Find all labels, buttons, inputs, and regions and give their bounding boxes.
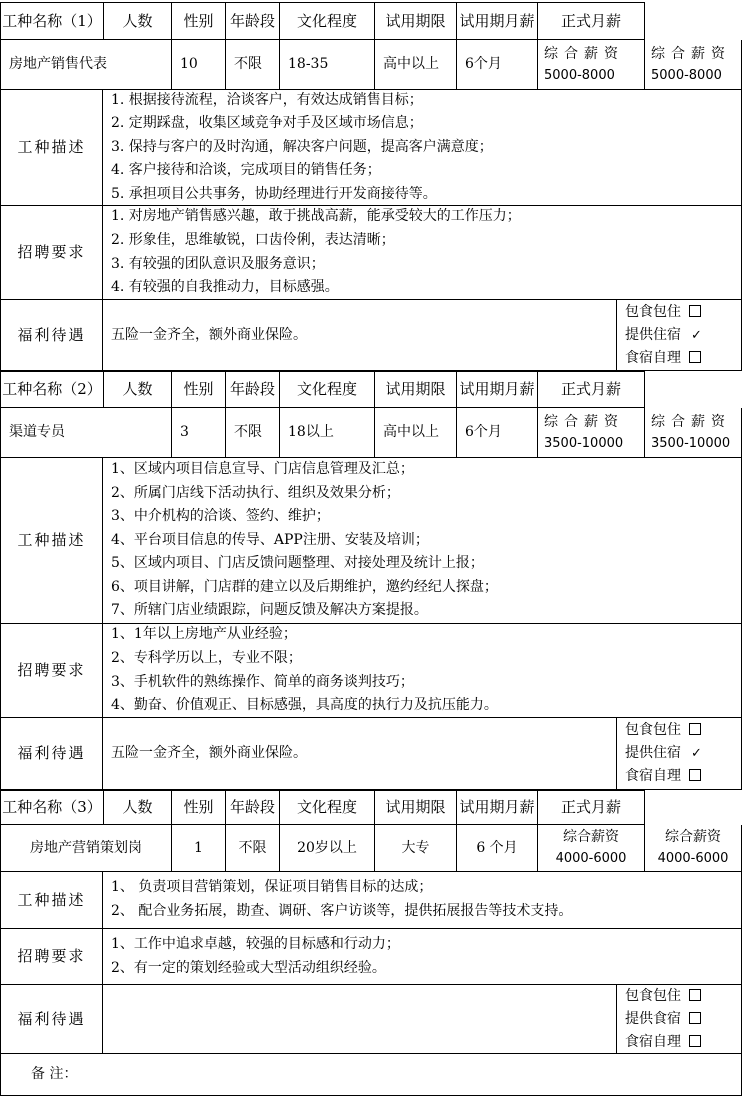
- section-label-benefits: [0, 718, 103, 790]
- job-name-cell: [0, 408, 172, 458]
- header-cell: [457, 371, 538, 408]
- checkbox-empty-icon[interactable]: [689, 723, 701, 735]
- benefits-options: [617, 985, 742, 1054]
- benefit-option-label: 食宿自理: [625, 768, 681, 784]
- benefits-text: [103, 300, 617, 371]
- header-cell: [172, 790, 226, 825]
- description-line: 5. 承担项目公共事务，协助经理进行开发商接待等。: [111, 185, 437, 202]
- header-age: 年龄段: [229, 380, 275, 398]
- checkbox-empty-icon[interactable]: [689, 1012, 701, 1024]
- job-gender-value: 不限: [234, 56, 262, 72]
- description-line: 1. 根据接待流程，洽谈客户，有效达成销售目标；: [111, 91, 423, 108]
- requirements-line: 4、勤奋、价值观正、目标感强，具高度的执行力及抗压能力。: [111, 697, 498, 714]
- description-line: 6、项目讲解，门店群的建立以及后期维护，邀约经纪人探盘；: [111, 578, 498, 595]
- description-line: 4. 客户接待和洽谈，完成项目的销售任务；: [111, 162, 381, 179]
- benefit-option[interactable]: [625, 719, 741, 742]
- section-label-description: [0, 872, 103, 929]
- benefits-description: 五险一金齐全，额外商业保险。: [111, 745, 307, 761]
- description-line: 2. 定期踩盘，收集区域竞争对手及区域市场信息；: [111, 115, 423, 132]
- section-label: 招聘要求: [17, 947, 86, 965]
- checkmark-icon[interactable]: ✓: [691, 746, 702, 761]
- job-trial-salary: [538, 825, 645, 872]
- benefit-option[interactable]: [625, 324, 741, 347]
- benefit-option-label: 食宿自理: [625, 1033, 681, 1050]
- benefit-option[interactable]: [625, 985, 741, 1008]
- job-name: 房地产销售代表: [9, 56, 107, 72]
- header-count: 人数: [122, 380, 153, 398]
- header-cell: [0, 2, 104, 40]
- section-label-benefits: [0, 300, 103, 371]
- job-name: 房地产营销策划岗: [30, 839, 142, 856]
- requirements-line: 4. 有较强的自我推动力，目标感强。: [111, 279, 339, 296]
- salary-range: 4000-6000: [555, 851, 627, 866]
- benefit-option[interactable]: [625, 1008, 741, 1031]
- benefit-option[interactable]: [625, 742, 741, 765]
- requirements-line: 3. 有较强的团队意识及服务意识；: [111, 255, 325, 272]
- checkbox-empty-icon[interactable]: [689, 769, 701, 781]
- header-formal-salary: 正式月薪: [560, 798, 621, 816]
- job-age-value: 20岁以上: [297, 839, 357, 856]
- job-age: [280, 825, 375, 872]
- job-age: [280, 408, 375, 458]
- benefit-option[interactable]: [625, 1031, 741, 1054]
- header-trial-period: 试用期限: [385, 11, 446, 30]
- job-count: [172, 408, 226, 458]
- header-cell: [172, 2, 226, 40]
- description-line: 7、所辖门店业绩跟踪，问题反馈及解决方案提报。: [111, 602, 428, 619]
- salary-label: 综合薪资: [544, 413, 624, 430]
- benefit-option[interactable]: [625, 301, 741, 324]
- checkbox-empty-icon[interactable]: [689, 1035, 701, 1047]
- benefit-option[interactable]: [625, 347, 741, 370]
- header-cell: [538, 2, 645, 40]
- job-education: [375, 40, 457, 90]
- header-cell: [0, 790, 104, 825]
- job-title-label: 工种名称（3）: [2, 798, 102, 816]
- job-formal-salary: [645, 40, 742, 90]
- header-cell: [375, 790, 457, 825]
- header-formal-salary: 正式月薪: [560, 380, 621, 398]
- checkbox-empty-icon[interactable]: [689, 351, 701, 363]
- header-gender: 性别: [183, 11, 214, 30]
- salary-label: 综合薪资: [563, 829, 619, 845]
- job-gender: [226, 408, 280, 458]
- job-name-cell: [0, 825, 172, 872]
- remarks-row: [0, 1054, 742, 1096]
- job-age-value: 18-35: [288, 56, 329, 72]
- header-count: 人数: [122, 11, 153, 30]
- section-label-description: [0, 90, 103, 206]
- section-label: 福利待遇: [17, 325, 86, 344]
- section-label: 招聘要求: [17, 661, 86, 679]
- benefits-description: 五险一金齐全，额外商业保险。: [111, 326, 307, 343]
- header-age: 年龄段: [229, 11, 275, 30]
- benefit-option-label: 包食包住: [625, 987, 681, 1004]
- header-cell: [538, 371, 645, 408]
- header-cell: [104, 2, 172, 40]
- salary-range: 5000-8000: [651, 67, 722, 83]
- section-label: 福利待遇: [17, 1009, 86, 1028]
- header-cell: [375, 371, 457, 408]
- job-gender: [226, 40, 280, 90]
- header-cell: [375, 2, 457, 40]
- section-label-requirements: [0, 929, 103, 985]
- description-line: 2、所属门店线下活动执行、组织及效果分析；: [111, 484, 400, 501]
- salary-label: 综合薪资: [651, 45, 731, 62]
- job-count-value: 10: [180, 56, 198, 72]
- salary-range: 3500-10000: [651, 435, 731, 451]
- section-label-description: [0, 458, 103, 624]
- job-gender-value: 不限: [238, 839, 267, 856]
- requirements-line: 3、手机软件的熟练操作、简单的商务谈判技巧；: [111, 673, 414, 690]
- header-formal-salary: 正式月薪: [560, 11, 621, 30]
- job-trial-period: [457, 408, 538, 458]
- header-cell: [280, 790, 375, 825]
- header-cell: [538, 790, 645, 825]
- job-age: [280, 40, 375, 90]
- description-line: 1、区域内项目信息宣导、门店信息管理及汇总；: [111, 460, 414, 477]
- section-label: 福利待遇: [17, 744, 86, 762]
- job-trial-period-value: 6 个月: [476, 839, 518, 856]
- salary-label: 综合薪资: [665, 829, 721, 845]
- header-trial-salary: 试用期月薪: [459, 798, 535, 816]
- job-education: [375, 408, 457, 458]
- header-trial-salary: 试用期月薪: [459, 11, 535, 30]
- benefit-option-label: 提供住宿: [625, 745, 681, 761]
- requirements-line: 2、专科学历以上，专业不限；: [111, 649, 302, 666]
- job-trial-period-value: 6个月: [465, 424, 502, 440]
- header-trial-salary: 试用期月薪: [459, 380, 535, 398]
- section-label-benefits: [0, 985, 103, 1054]
- header-cell: [226, 790, 280, 825]
- job-gender-value: 不限: [234, 424, 262, 440]
- job-education-value: 高中以上: [383, 56, 439, 72]
- job-title-label: 工种名称（1）: [2, 11, 102, 30]
- section-body-requirements: [103, 624, 742, 718]
- salary-label: 综合薪资: [651, 413, 731, 430]
- header-cell: [172, 371, 226, 408]
- job-count: [172, 825, 226, 872]
- requirements-line: 2、有一定的策划经验或大型活动组织经验。: [111, 959, 386, 976]
- job-name-cell: [0, 40, 172, 90]
- salary-range: 3500-10000: [544, 435, 624, 451]
- header-cell: [457, 790, 538, 825]
- requirements-line: 1、工作中追求卓越，较强的目标感和行动力；: [111, 935, 400, 952]
- header-education: 文化程度: [296, 11, 357, 30]
- header-cell: [280, 371, 375, 408]
- header-cell: [104, 371, 172, 408]
- header-cell: [104, 790, 172, 825]
- job-title-label: 工种名称（2）: [2, 380, 102, 398]
- section-label-requirements: [0, 624, 103, 718]
- job-count: [172, 40, 226, 90]
- section-body-description: [103, 458, 742, 624]
- requirements-line: 1、1年以上房地产从业经验；: [111, 626, 297, 643]
- section-label: 工种描述: [17, 138, 86, 156]
- header-cell: [226, 2, 280, 40]
- section-label: 工种描述: [17, 531, 86, 549]
- job-gender: [226, 825, 280, 872]
- benefit-option-label: 包食包住: [625, 303, 681, 320]
- job-count-value: 1: [194, 839, 203, 856]
- job-trial-salary: [538, 40, 645, 90]
- salary-range: 5000-8000: [544, 67, 615, 83]
- benefits-options: [617, 300, 742, 371]
- benefits-text: [103, 985, 617, 1054]
- benefits-options: [617, 718, 742, 790]
- job-count-value: 3: [180, 424, 189, 440]
- section-label-requirements: [0, 206, 103, 300]
- checkbox-empty-icon[interactable]: [689, 305, 701, 317]
- job-trial-salary: [538, 408, 645, 458]
- description-line: 3. 保持与客户的及时沟通，解决客户问题，提高客户满意度；: [111, 138, 493, 155]
- header-education: 文化程度: [296, 380, 357, 398]
- checkmark-icon[interactable]: ✓: [691, 327, 702, 343]
- header-cell: [280, 2, 375, 40]
- section-body-requirements: [103, 206, 742, 300]
- header-trial-period: 试用期限: [385, 798, 446, 816]
- benefit-option[interactable]: [625, 765, 741, 788]
- job-trial-period: [457, 825, 538, 872]
- job-formal-salary: [645, 825, 742, 872]
- job-trial-period-value: 6个月: [465, 56, 502, 72]
- job-education-value: 高中以上: [383, 424, 439, 440]
- job-trial-period: [457, 40, 538, 90]
- header-cell: [0, 371, 104, 408]
- header-education: 文化程度: [296, 798, 357, 816]
- section-body-requirements: [103, 929, 742, 985]
- job-name: 渠道专员: [9, 424, 65, 440]
- benefit-option-label: 提供食宿: [625, 1010, 681, 1027]
- header-gender: 性别: [183, 380, 214, 398]
- requirements-line: 1. 对房地产销售感兴趣，敢于挑战高薪，能承受较大的工作压力；: [111, 208, 521, 225]
- header-cell: [457, 2, 538, 40]
- job-education: [375, 825, 457, 872]
- remarks-label: 备 注：: [31, 1066, 78, 1082]
- header-cell: [226, 371, 280, 408]
- header-count: 人数: [122, 798, 153, 816]
- description-line: 1、 负责项目营销策划，保证项目销售目标的达成；: [111, 879, 433, 896]
- section-label: 招聘要求: [17, 243, 86, 261]
- job-education-value: 大专: [401, 839, 430, 856]
- salary-range: 4000-6000: [657, 851, 729, 866]
- description-line: 2、 配合业务拓展，勘查、调研、客户访谈等，提供拓展报告等技术支持。: [111, 903, 573, 919]
- benefits-text: [103, 718, 617, 790]
- header-age: 年龄段: [229, 798, 275, 816]
- section-body-description: [103, 90, 742, 206]
- benefit-option-label: 食宿自理: [625, 349, 681, 366]
- requirements-line: 2. 形象佳，思维敏锐，口齿伶俐，表达清晰；: [111, 231, 395, 248]
- benefit-option-label: 包食包住: [625, 722, 681, 738]
- header-gender: 性别: [183, 798, 214, 816]
- benefit-option-label: 提供住宿: [625, 326, 681, 343]
- job-age-value: 18以上: [288, 424, 334, 440]
- header-trial-period: 试用期限: [385, 380, 446, 398]
- description-line: 5、区域内项目、门店反馈问题整理、对接处理及统计上报；: [111, 555, 484, 572]
- section-label: 工种描述: [17, 890, 86, 909]
- section-body-description: [103, 872, 742, 929]
- description-line: 3、中介机构的洽谈、签约、维护；: [111, 508, 330, 525]
- description-line: 4、平台项目信息的传导、APP注册、安装及培训；: [111, 531, 429, 548]
- salary-label: 综合薪资: [544, 45, 624, 62]
- checkbox-empty-icon[interactable]: [689, 989, 701, 1001]
- job-formal-salary: [645, 408, 742, 458]
